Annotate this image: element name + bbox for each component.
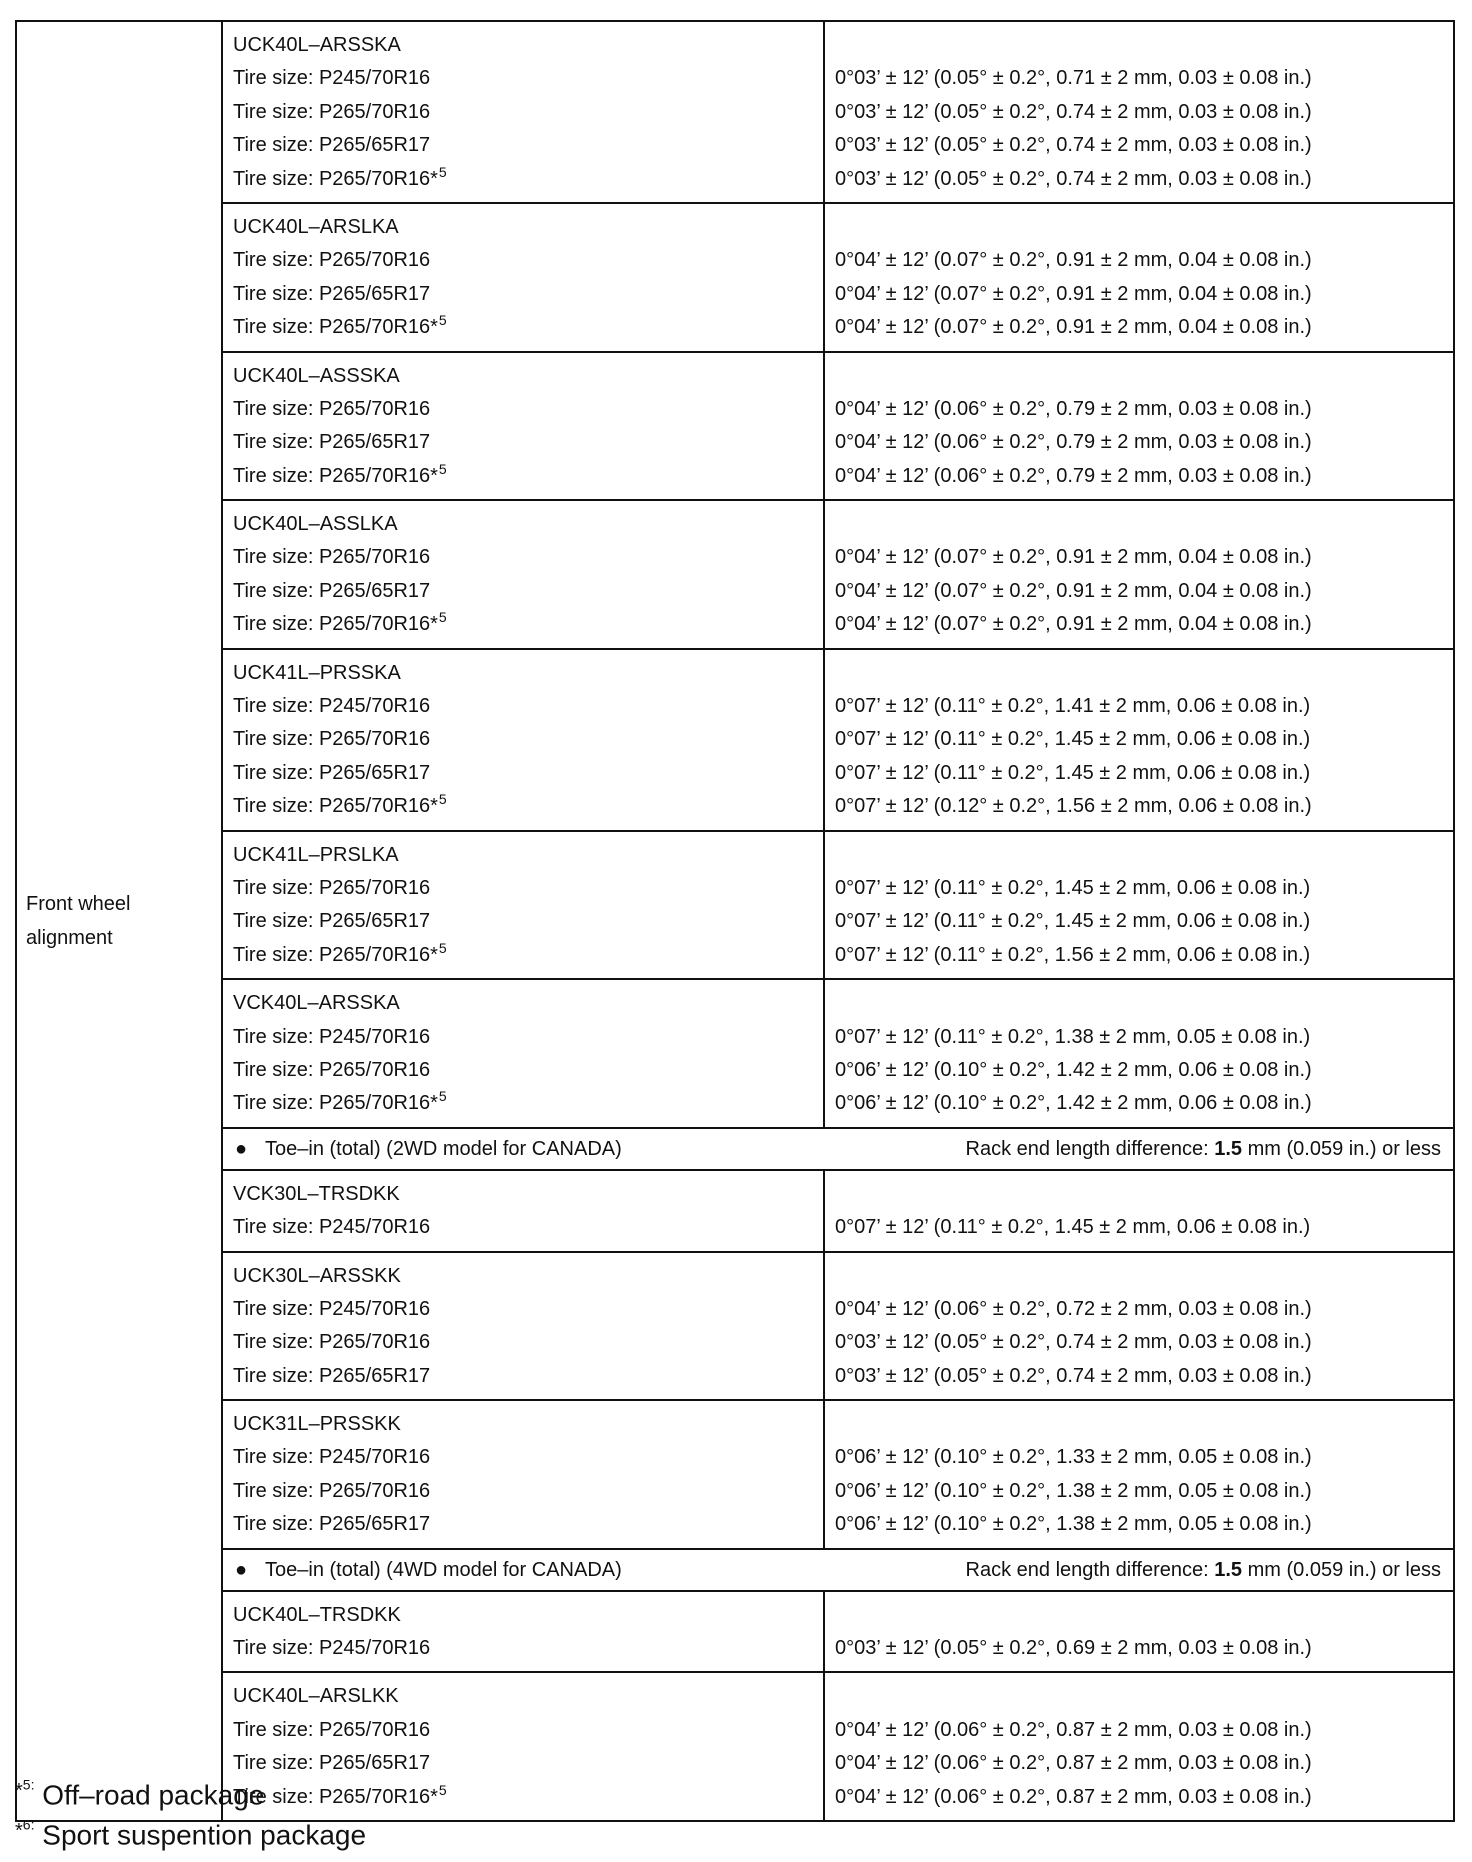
tire-size-line [223,1632,823,1665]
value-cell [824,649,1454,831]
toe-in-value: 0°04’ ± 12’ (0.07° ± 0.2°, 0.91 ± 2 mm, 0.04 ± 0.08 in.) [835,579,1312,602]
tire-size-line [223,1087,823,1120]
tire-size-line [223,1475,823,1508]
model-group-row [16,1400,1454,1549]
note-title: Toe–in (total) (4WD model for CANADA) [265,1558,622,1581]
toe-in-value: 0°03’ ± 12’ (0.05° ± 0.2°, 0.69 ± 2 mm, 0.03 ± 0.08 in.) [835,1637,1312,1660]
model-code: UCK40L–TRSDKK [233,1603,401,1626]
tire-size: Tire size: P265/70R16* [233,316,438,339]
value-cell [824,1252,1454,1401]
footnote-ref: 5 [438,609,447,626]
tire-size-line [223,690,823,723]
footnote-number: 6: [22,1816,35,1832]
model-cell [222,831,824,980]
model-code: UCK40L–ARSLKA [233,215,399,238]
toe-in-value: 0°07’ ± 12’ (0.11° ± 0.2°, 1.45 ± 2 mm, 0.06 ± 0.08 in.) [835,910,1311,933]
tire-size-line [223,244,823,277]
tire-size-line [223,757,823,790]
toe-in-value: 0°04’ ± 12’ (0.07° ± 0.2°, 0.91 ± 2 mm, 0.04 ± 0.08 in.) [835,316,1312,339]
note-right-value: 1.5 [1214,1137,1243,1160]
footnote-star: * [15,1779,23,1802]
toe-in-value: 0°03’ ± 12’ (0.05° ± 0.2°, 0.74 ± 2 mm, 0.03 ± 0.08 in.) [835,1331,1312,1354]
toe-in-value: 0°04’ ± 12’ (0.07° ± 0.2°, 0.91 ± 2 mm, 0.04 ± 0.08 in.) [835,613,1312,636]
footnote-ref: 5 [438,1088,447,1105]
footnote [15,1772,366,1812]
model-group-row [16,979,1454,1128]
tire-size: Tire size: P265/70R16 [233,1718,431,1741]
toe-in-value: 0°04’ ± 12’ (0.07° ± 0.2°, 0.91 ± 2 mm, 0.04 ± 0.08 in.) [835,546,1312,569]
tire-size: Tire size: P245/70R16 [233,695,431,718]
tire-size-line [223,1293,823,1326]
toe-in-value: 0°04’ ± 12’ (0.06° ± 0.2°, 0.72 ± 2 mm, 0.03 ± 0.08 in.) [835,1297,1312,1320]
tire-size-line [223,939,823,972]
tire-size-line [223,541,823,574]
value-spacer [825,1260,1453,1293]
model-code: VCK30L–TRSDKK [233,1182,400,1205]
toe-in-note [222,1549,1454,1591]
model-code: UCK40L–ASSLKA [233,513,398,536]
toe-in-value: 0°07’ ± 12’ (0.11° ± 0.2°, 1.45 ± 2 mm, 0.06 ± 0.08 in.) [835,761,1311,784]
note-right-value: 1.5 [1214,1558,1243,1581]
value-cell [824,21,1454,203]
model-group-row [16,500,1454,649]
tire-size-line [223,1508,823,1541]
note-right-prefix: Rack end length difference: [965,1137,1215,1160]
value-spacer [825,839,1453,872]
model-code: UCK41L–PRSLKA [233,843,399,866]
value-spacer [825,1178,1453,1211]
model-group-row [16,352,1454,501]
tire-size: Tire size: P265/65R17 [233,910,431,933]
model-group-row [16,649,1454,831]
value-spacer [825,211,1453,244]
tire-size-line [223,723,823,756]
tire-size: Tire size: P265/65R17 [233,134,431,157]
toe-in-value: 0°06’ ± 12’ (0.10° ± 0.2°, 1.38 ± 2 mm, 0.05 ± 0.08 in.) [835,1513,1312,1536]
model-code: UCK31L–PRSSKK [233,1413,401,1436]
footnote-star: * [15,1819,23,1842]
tire-size: Tire size: P265/65R17 [233,282,431,305]
tire-size-line [223,872,823,905]
spec-table-body [16,21,1454,1821]
tire-size-line [223,311,823,344]
toe-in-value: 0°06’ ± 12’ (0.10° ± 0.2°, 1.42 ± 2 mm, 0.06 ± 0.08 in.) [835,1092,1312,1115]
value-cell [824,1400,1454,1549]
footnote-ref: 5 [438,791,447,808]
value-spacer [825,987,1453,1020]
model-group-row [16,21,1454,203]
tire-size-line [223,1441,823,1474]
footnotes [15,1772,366,1852]
toe-in-value: 0°04’ ± 12’ (0.07° ± 0.2°, 0.91 ± 2 mm, 0.04 ± 0.08 in.) [835,249,1312,272]
value-cell [824,500,1454,649]
row-label-front-wheel-alignment: Front wheel alignment [16,21,222,1821]
toe-in-value: 0°03’ ± 12’ (0.05° ± 0.2°, 0.74 ± 2 mm, 0.03 ± 0.08 in.) [835,1364,1312,1387]
footnote-mark [15,1776,35,1802]
model-cell [222,649,824,831]
value-spacer [825,29,1453,62]
tire-size: Tire size: P265/70R16 [233,1331,431,1354]
model-code: UCK30L–ARSSKK [233,1264,401,1287]
value-cell [824,1672,1454,1821]
toe-in-value: 0°04’ ± 12’ (0.06° ± 0.2°, 0.87 ± 2 mm, 0.03 ± 0.08 in.) [835,1752,1312,1775]
footnote-mark [15,1816,35,1842]
value-spacer [825,1599,1453,1632]
model-group-row [16,1591,1454,1673]
model-cell [222,1252,824,1401]
tire-size: Tire size: P245/70R16 [233,1446,431,1469]
toe-in-value: 0°04’ ± 12’ (0.06° ± 0.2°, 0.79 ± 2 mm, 0.03 ± 0.08 in.) [835,431,1312,454]
model-group-row [16,1252,1454,1401]
tire-size-line [223,460,823,493]
toe-in-value: 0°03’ ± 12’ (0.05° ± 0.2°, 0.74 ± 2 mm, 0.03 ± 0.08 in.) [835,134,1312,157]
model-code: VCK40L–ARSSKA [233,992,400,1015]
tire-size: Tire size: P265/65R17 [233,431,431,454]
value-cell [824,352,1454,501]
note-left-text [235,1550,622,1590]
tire-size: Tire size: P265/70R16 [233,1058,431,1081]
tire-size: Tire size: P265/70R16* [233,1785,438,1808]
value-spacer [825,508,1453,541]
tire-size-line [223,278,823,311]
tire-size: Tire size: P265/70R16* [233,613,438,636]
tire-size: Tire size: P265/65R17 [233,1752,431,1775]
model-cell [222,500,824,649]
model-group-row [16,831,1454,980]
toe-in-value: 0°07’ ± 12’ (0.12° ± 0.2°, 1.56 ± 2 mm, 0.06 ± 0.08 in.) [835,795,1312,818]
footnote-text: Off–road package [34,1779,265,1811]
model-cell [222,21,824,203]
tire-size-line [223,1360,823,1393]
tire-size: Tire size: P265/70R16 [233,397,431,420]
alignment-spec-table [15,20,1455,1822]
toe-in-value: 0°07’ ± 12’ (0.11° ± 0.2°, 1.56 ± 2 mm, 0.06 ± 0.08 in.) [835,943,1311,966]
tire-size: Tire size: P245/70R16 [233,1297,431,1320]
note-right-suffix: mm (0.059 in.) or less [1242,1137,1441,1160]
note-right-text [966,1129,1441,1169]
bullet-icon: ● [235,1558,248,1581]
tire-size-line [223,62,823,95]
toe-in-value: 0°03’ ± 12’ (0.05° ± 0.2°, 0.74 ± 2 mm, 0.03 ± 0.08 in.) [835,100,1312,123]
toe-in-value: 0°07’ ± 12’ (0.11° ± 0.2°, 1.38 ± 2 mm, 0.05 ± 0.08 in.) [835,1025,1311,1048]
tire-size-line [223,1326,823,1359]
model-cell [222,1591,824,1673]
toe-in-value: 0°07’ ± 12’ (0.11° ± 0.2°, 1.45 ± 2 mm, 0.06 ± 0.08 in.) [835,876,1311,899]
tire-size: Tire size: P245/70R16 [233,1216,431,1239]
note-title: Toe–in (total) (2WD model for CANADA) [265,1137,622,1160]
model-code: UCK40L–ARSLKK [233,1685,399,1708]
model-cell [222,979,824,1128]
toe-in-value: 0°03’ ± 12’ (0.05° ± 0.2°, 0.74 ± 2 mm, 0.03 ± 0.08 in.) [835,167,1312,190]
tire-size: Tire size: P245/70R16 [233,1637,431,1660]
toe-in-value: 0°04’ ± 12’ (0.06° ± 0.2°, 0.87 ± 2 mm, 0.03 ± 0.08 in.) [835,1718,1312,1741]
value-spacer [825,1408,1453,1441]
note-left-text [235,1129,622,1169]
toe-in-value: 0°07’ ± 12’ (0.11° ± 0.2°, 1.45 ± 2 mm, 0.06 ± 0.08 in.) [835,728,1311,751]
value-cell [824,203,1454,352]
tire-size: Tire size: P265/70R16* [233,167,438,190]
toe-in-value: 0°07’ ± 12’ (0.11° ± 0.2°, 1.45 ± 2 mm, 0.06 ± 0.08 in.) [835,1216,1311,1239]
value-spacer [825,1680,1453,1713]
toe-in-value: 0°06’ ± 12’ (0.10° ± 0.2°, 1.33 ± 2 mm, 0.05 ± 0.08 in.) [835,1446,1312,1469]
tire-size-line [223,1211,823,1244]
value-cell [824,1170,1454,1252]
model-group-row [16,203,1454,352]
model-code: UCK40L–ARSSKA [233,34,401,56]
footnote [15,1812,366,1852]
model-cell [222,1400,824,1549]
tire-size: Tire size: P265/70R16 [233,249,431,272]
note-right-suffix: mm (0.059 in.) or less [1242,1558,1441,1581]
value-spacer [825,657,1453,690]
footnote-ref: 5 [438,1781,447,1798]
tire-size-line [223,1714,823,1747]
tire-size-line [223,1021,823,1054]
tire-size: Tire size: P265/70R16* [233,943,438,966]
tire-size: Tire size: P265/70R16 [233,100,431,123]
tire-size: Tire size: P265/70R16 [233,1479,431,1502]
model-cell [222,1170,824,1252]
model-group-row [16,1170,1454,1252]
tire-size: Tire size: P245/70R16 [233,67,431,90]
tire-size-line [223,575,823,608]
note-row [16,1128,1454,1170]
value-spacer [825,360,1453,393]
note-row [16,1549,1454,1591]
tire-size: Tire size: P265/70R16 [233,876,431,899]
toe-in-value: 0°06’ ± 12’ (0.10° ± 0.2°, 1.42 ± 2 mm, 0.06 ± 0.08 in.) [835,1058,1312,1081]
tire-size: Tire size: P265/70R16* [233,795,438,818]
toe-in-note [222,1128,1454,1170]
toe-in-value: 0°04’ ± 12’ (0.06° ± 0.2°, 0.79 ± 2 mm, 0.03 ± 0.08 in.) [835,397,1312,420]
footnote-number: 5: [22,1776,35,1792]
toe-in-value: 0°03’ ± 12’ (0.05° ± 0.2°, 0.71 ± 2 mm, 0.03 ± 0.08 in.) [835,67,1312,90]
tire-size-line [223,96,823,129]
toe-in-value: 0°04’ ± 12’ (0.07° ± 0.2°, 0.91 ± 2 mm, 0.04 ± 0.08 in.) [835,282,1312,305]
value-cell [824,831,1454,980]
footnote-ref: 5 [438,163,447,180]
note-right-text [966,1550,1441,1590]
model-cell [222,203,824,352]
value-cell [824,1591,1454,1673]
toe-in-value: 0°04’ ± 12’ (0.06° ± 0.2°, 0.79 ± 2 mm, 0.03 ± 0.08 in.) [835,464,1312,487]
footnote-ref: 5 [438,312,447,329]
model-code: UCK40L–ASSSKA [233,364,400,387]
tire-size-line [223,129,823,162]
footnote-ref: 5 [438,460,447,477]
tire-size: Tire size: P245/70R16 [233,1025,431,1048]
tire-size: Tire size: P265/65R17 [233,761,431,784]
tire-size-line [223,790,823,823]
value-cell [824,979,1454,1128]
tire-size: Tire size: P265/65R17 [233,1364,431,1387]
toe-in-value: 0°06’ ± 12’ (0.10° ± 0.2°, 1.38 ± 2 mm, 0.05 ± 0.08 in.) [835,1479,1312,1502]
tire-size: Tire size: P265/70R16* [233,1092,438,1115]
model-code: UCK41L–PRSSKA [233,661,401,684]
model-cell [222,352,824,501]
tire-size-line [223,905,823,938]
footnote-text: Sport suspention package [34,1819,367,1851]
tire-size: Tire size: P265/70R16 [233,546,431,569]
tire-size: Tire size: P265/70R16 [233,728,431,751]
bullet-icon: ● [235,1137,248,1160]
tire-size-line [223,1054,823,1087]
toe-in-value: 0°04’ ± 12’ (0.06° ± 0.2°, 0.87 ± 2 mm, 0.03 ± 0.08 in.) [835,1785,1312,1808]
note-right-prefix: Rack end length difference: [965,1558,1215,1581]
footnote-ref: 5 [438,939,447,956]
tire-size-line [223,393,823,426]
tire-size-line [223,608,823,641]
tire-size-line [223,163,823,196]
toe-in-value: 0°07’ ± 12’ (0.11° ± 0.2°, 1.41 ± 2 mm, 0.06 ± 0.08 in.) [835,695,1311,718]
tire-size: Tire size: P265/70R16* [233,464,438,487]
tire-size-line [223,426,823,459]
tire-size: Tire size: P265/65R17 [233,1513,431,1536]
tire-size: Tire size: P265/65R17 [233,579,431,602]
